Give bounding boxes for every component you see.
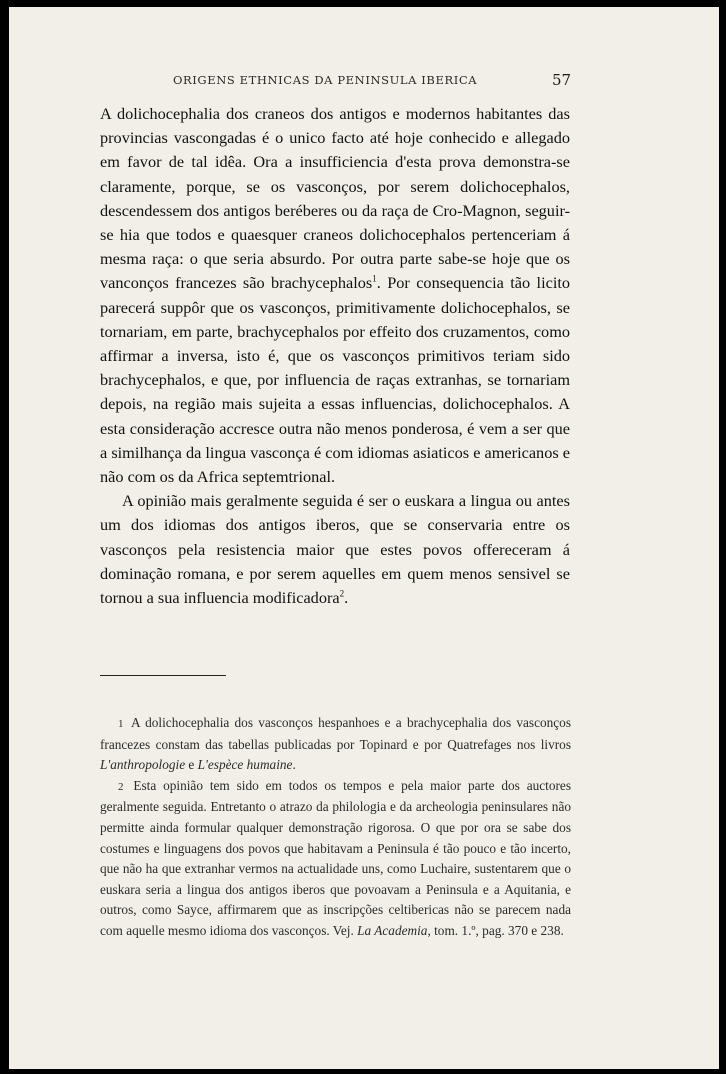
page-number: 57: [552, 71, 572, 89]
footnote-2-journal: La Academia: [357, 922, 428, 938]
paragraph-1: [100, 102, 570, 489]
paragraph-2: [100, 489, 570, 610]
running-title: ORIGENS ETHNICAS DA PENINSULA IBERICA: [173, 73, 478, 87]
footnote-1-and: e: [188, 757, 195, 773]
footnote-1-number: 1: [118, 718, 124, 730]
footnote-divider: [100, 675, 226, 676]
main-text: [100, 102, 570, 610]
footnote-2-text: Esta opinião tem sido em todos os tempos e pela maior parte dos auctores geralmente seguida. Entretanto o atrazo da philologia e da archeologia peninsulares não permitte ainda formular qualquer demonstração rigorosa. O que por ora se sabe dos costumes e linguagens dos povos que habitavam a Peninsula é tão pouco e tão incerto, que não ha que extranhar vermos na actualidade uns, como Luchaire, sustentarem que o euskara seria a lingua dos antigos iberos que povoavam a Peninsula e a Aquitania, e outros, como Sayce, affirmarem que as inscripções celtibericas não se parecem nada com aquelle mesmo idioma dos vasconços. Vej.: [100, 777, 571, 938]
footnote-ref-2: 2: [339, 588, 345, 599]
footnote-2-end: , tom. 1.º, pag. 370 e 238.: [427, 922, 564, 938]
book-page: [9, 7, 719, 1069]
paragraph-1-text-b: . Por consequencia tão licito parecerá suppôr que os vasconços, primitivamente dolichocephalos, se tornariam, em parte, brachycephalos por effeito dos cruzamentos, como affirmar a inversa, isto é, que os vasconços primitivos teriam sido brachycephalos, e que, por influencia de raças extranhas, se tornariam depois, na região mais sujeita a essas influencias, dolichocephalos. A esta consideração accresce outra não menos ponderosa, é vem a ser que a similhança da lingua vasconça é com idiomas asiaticos e americanos e não com os da Africa septemtrional.: [100, 273, 571, 487]
footnote-1-book-2: L'espèce humaine: [197, 757, 293, 773]
footnote-1-book-1: L'anthropologie: [100, 757, 186, 773]
paragraph-1-text-a: A dolichocephalia dos craneos dos antigos e modernos habitantes das provincias vascongadas é o unico facto até hoje conhecido e allegado em favor de tal idêa. Ora a insufficiencia d'esta prova demonstra-se claramente, porque, se os vasconços, por serem dolichocephalos, descendessem dos antigos beréberes ou da raça de Cro-Magnon, seguir-se hia que todos e quaesquer craneos dolichocephalos pertenceriam á mesma raça: o que seria absurdo. Por outra parte sabe-se hoje que os vanconços francezes são brachycephalos: [100, 104, 570, 293]
footnote-1-end: .: [292, 757, 296, 773]
paragraph-2-text-a: A opinião mais geralmente seguida é ser o euskara a lingua ou antes um dos idiomas dos antigos iberos, que se conservaria entre os vasconços pela resistencia maior que estes povos offereceram á dominação romana, e por serem aquelles em quem menos sensivel se tornou a sua influencia modificadora: [100, 491, 570, 608]
footnote-1-text: A dolichocephalia dos vasconços hespanhoes e a brachycephalia dos vasconços francezes constam das tabellas publicadas por Topinard e por Quatrefages nos livros: [100, 715, 572, 752]
footnote-1: [100, 713, 571, 776]
page-header: [9, 71, 719, 93]
footnote-ref-1: 1: [372, 274, 377, 284]
footnote-2: [100, 776, 571, 942]
paragraph-2-text-b: .: [344, 588, 349, 608]
footnotes: [100, 713, 571, 942]
footnote-2-number: 2: [118, 780, 124, 793]
